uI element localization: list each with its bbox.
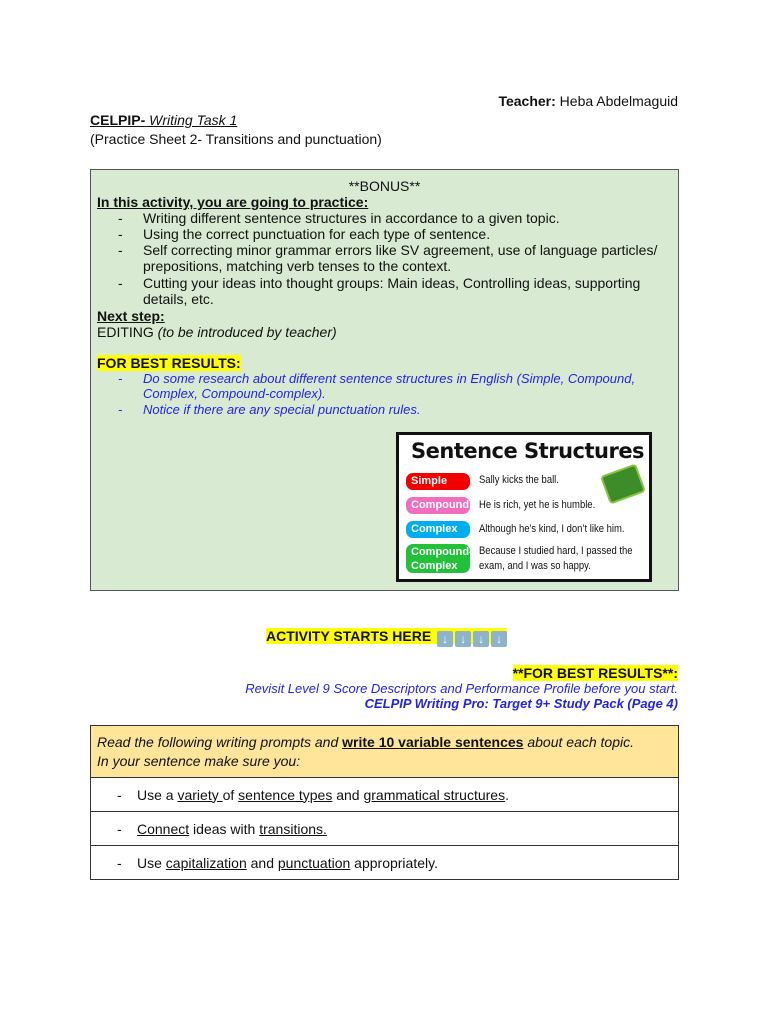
- down-arrow-icon: ↓: [455, 631, 471, 647]
- label-compound: Compound: [406, 497, 470, 514]
- table-row: - Connect ideas with transitions.: [91, 812, 679, 846]
- example-complex: Although he’s kind, I don’t like him.: [479, 523, 625, 535]
- down-arrow-icon: ↓: [437, 631, 453, 647]
- sentence-structures-infographic: [396, 432, 652, 582]
- example-simple: Sally kicks the ball.: [479, 474, 559, 486]
- label-complex: Complex: [406, 521, 470, 538]
- activity-starts: ACTIVITY STARTS HERE ↓ ↓ ↓ ↓: [266, 628, 507, 647]
- doc-subtitle: (Practice Sheet 2- Transitions and punctuation): [90, 131, 382, 147]
- instructions-table: [90, 725, 679, 880]
- label-compound-complex: Compound-Complex: [406, 544, 470, 573]
- study-pack-line: CELPIP Writing Pro: Target 9+ Study Pack (Page 4): [364, 696, 678, 711]
- best-results-heading-2: **FOR BEST RESULTS**:: [512, 665, 678, 681]
- instructions-header: Read the following writing prompts and write 10 variable sentences about each topic. In your sentence make sure you:: [91, 726, 679, 778]
- bonus-box: **BONUS** In this activity, you are going to practice: - Writing different sentence structures in accordance to a given topic. - Using the correct punctuation for each type of sentence. - Self correcting minor grammar errors like SV agreement, use of language particles/ prepositions, matching verb tenses to the context. - Cutting your ideas into thought groups: Main ideas, Controlling ideas, supporting details, etc. Next step: EDITING (to be introduced by teacher) FOR BEST RESULTS: - Do some research about different sentence structures in English (Simple, Compound, Complex, Compound-complex). - Notice if there are any special punctuation rules.: [90, 169, 679, 591]
- practice-heading: In this activity, you are going to practice:: [97, 194, 369, 210]
- label-simple: Simple: [406, 473, 470, 490]
- best-results-heading: FOR BEST RESULTS:: [97, 355, 241, 371]
- down-arrow-icon: ↓: [473, 631, 489, 647]
- infographic-title: Sentence Structures: [411, 439, 645, 463]
- table-row: - Use a variety of sentence types and grammatical structures.: [91, 778, 679, 812]
- bonus-title: **BONUS**: [348, 178, 421, 194]
- example-compound-complex: Because I studied hard, I passed the exam, and I was so happy.: [479, 545, 633, 572]
- revisit-line: Revisit Level 9 Score Descriptors and Performance Profile before you start.: [245, 681, 678, 696]
- next-step-text: EDITING (to be introduced by teacher): [97, 324, 337, 340]
- table-row: - Use capitalization and punctuation appropriately.: [91, 846, 679, 880]
- down-arrow-icon: ↓: [491, 631, 507, 647]
- example-compound: He is rich, yet he is humble.: [479, 499, 596, 511]
- money-icon: [600, 463, 646, 504]
- next-step-heading: Next step:: [97, 308, 165, 324]
- teacher-line: Teacher: Heba Abdelmaguid: [498, 93, 678, 109]
- doc-title: CELPIP- Writing Task 1: [90, 112, 238, 128]
